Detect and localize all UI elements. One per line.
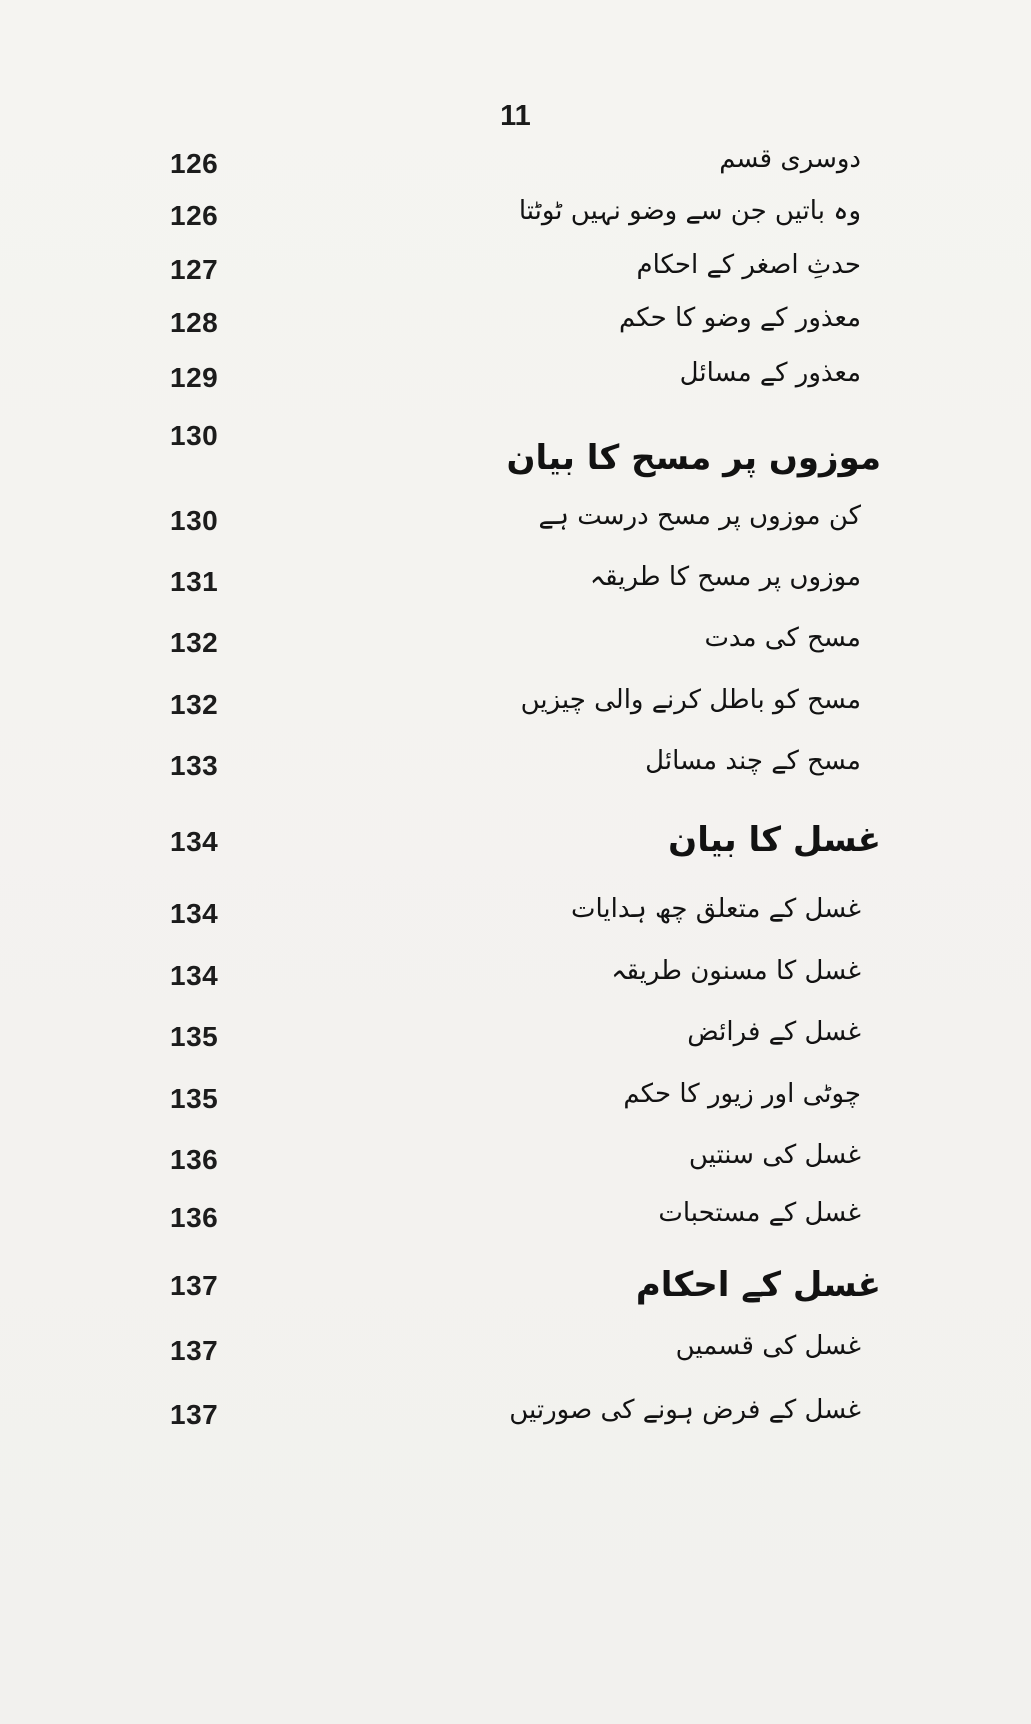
toc-page-number: 131 xyxy=(170,566,219,597)
toc-entry xyxy=(0,1079,1031,1143)
toc-title: غسل کا بیان xyxy=(668,820,881,860)
toc-page-number: 127 xyxy=(170,254,219,285)
toc-title: موزوں پر مسح کا بیان xyxy=(506,438,881,478)
toc-entry xyxy=(0,894,1031,958)
toc-title: غسل کے مستحبات xyxy=(658,1198,861,1228)
toc-entry xyxy=(0,1395,1031,1459)
toc-entry xyxy=(0,562,1031,626)
toc-title: معذور کے وضو کا حکم xyxy=(619,303,861,333)
toc-page-number: 126 xyxy=(170,148,219,179)
toc-page-number: 134 xyxy=(170,960,219,991)
toc-title: وہ باتیں جن سے وضو نہیں ٹوٹتا xyxy=(518,196,861,226)
toc-section-heading xyxy=(0,420,1031,480)
toc-page-number: 133 xyxy=(170,750,219,781)
toc-section-heading xyxy=(0,1265,1031,1330)
toc-entry xyxy=(0,250,1031,314)
toc-title: معذور کے مسائل xyxy=(679,358,861,388)
toc-page-number: 135 xyxy=(170,1083,219,1114)
toc-entry xyxy=(0,196,1031,260)
toc-title: کن موزوں پر مسح درست ہے xyxy=(538,501,861,531)
toc-entry xyxy=(0,956,1031,1020)
toc-title: غسل کا مسنون طریقہ xyxy=(611,956,861,986)
toc-title: غسل کے فرض ہونے کی صورتیں xyxy=(509,1395,861,1425)
toc-page-number: 128 xyxy=(170,307,219,338)
toc-entry xyxy=(0,1198,1031,1262)
toc-title: غسل کی سنتیں xyxy=(688,1140,861,1170)
toc-entry xyxy=(0,1140,1031,1204)
toc-page-number: 132 xyxy=(170,627,219,658)
toc-page-number: 129 xyxy=(170,362,219,393)
toc-page-number: 130 xyxy=(170,420,219,451)
toc-title: مسح کو باطل کرنے والی چیزیں xyxy=(520,685,861,715)
toc-title: غسل کے متعلق چھ ہدایات xyxy=(571,894,861,924)
page-number: 11 xyxy=(500,100,531,132)
toc-title: غسل کی قسمیں xyxy=(675,1331,861,1361)
toc-title: حدثِ اصغر کے احکام xyxy=(636,250,861,280)
toc-title: دوسری قسم xyxy=(719,144,861,174)
toc-page-number: 137 xyxy=(170,1399,219,1430)
toc-entry xyxy=(0,623,1031,687)
toc-page-number: 137 xyxy=(170,1270,219,1301)
toc-title: موزوں پر مسح کا طریقہ xyxy=(589,562,861,592)
toc-page-number: 136 xyxy=(170,1144,219,1175)
toc-entry xyxy=(0,501,1031,565)
toc-entry xyxy=(0,358,1031,422)
toc-entry xyxy=(0,303,1031,367)
toc-title: چوٹی اور زیور کا حکم xyxy=(623,1079,861,1109)
toc-entry xyxy=(0,685,1031,749)
toc-page-number: 134 xyxy=(170,898,219,929)
toc-page-number: 126 xyxy=(170,200,219,231)
toc-title: مسح کی مدت xyxy=(704,623,861,653)
toc-title: غسل کے احکام xyxy=(635,1265,881,1305)
toc-entry xyxy=(0,746,1031,810)
toc-section-heading xyxy=(0,820,1031,886)
toc-page-number: 137 xyxy=(170,1335,219,1366)
toc-entry xyxy=(0,144,1031,208)
toc-page-number: 135 xyxy=(170,1021,219,1052)
toc-title: مسح کے چند مسائل xyxy=(645,746,861,776)
toc-entry xyxy=(0,1331,1031,1395)
toc-entry xyxy=(0,1017,1031,1081)
toc-page-number: 136 xyxy=(170,1202,219,1233)
toc-page-number: 130 xyxy=(170,505,219,536)
toc-page-number: 134 xyxy=(170,826,219,857)
toc-title: غسل کے فرائض xyxy=(687,1017,861,1047)
toc-page-number: 132 xyxy=(170,689,219,720)
